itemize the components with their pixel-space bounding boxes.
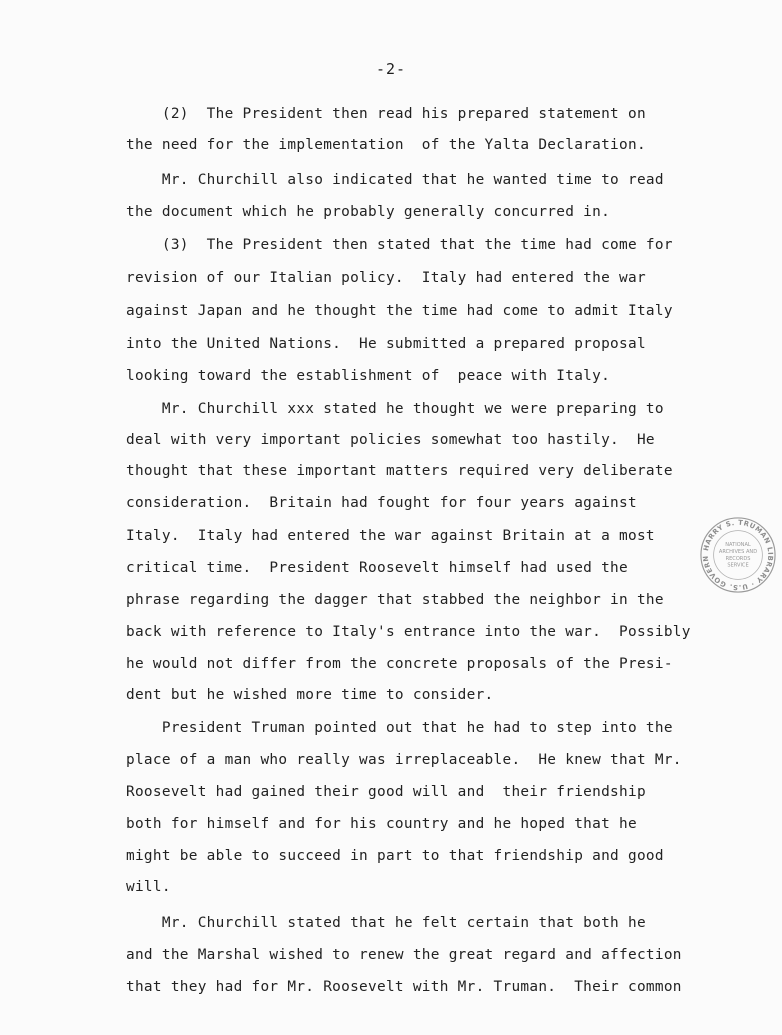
- text-line: Italy. Italy had entered the war against Britain at a most: [126, 528, 655, 544]
- text-line: back with reference to Italy's entrance into the war. Possibly: [126, 624, 691, 640]
- text-line: revision of our Italian policy. Italy had entered the war: [126, 270, 646, 286]
- stamp-inner-line: ARCHIVES AND: [718, 549, 758, 556]
- text-line: consideration. Britain had fought for four years against: [126, 495, 637, 511]
- text-line: and the Marshal wished to renew the great regard and affection: [126, 947, 682, 963]
- text-line: deal with very important policies somewhat too hastily. He: [126, 432, 655, 448]
- text-line: Mr. Churchill also indicated that he wanted time to read: [126, 172, 664, 188]
- text-line: place of a man who really was irreplaceable. He knew that Mr.: [126, 752, 682, 768]
- archive-stamp-icon: [699, 516, 777, 594]
- text-line: he would not differ from the concrete proposals of the Presi-: [126, 656, 673, 672]
- text-line: will.: [126, 879, 171, 895]
- text-line: might be able to succeed in part to that friendship and good: [126, 848, 664, 864]
- text-line: critical time. President Roosevelt himself had used the: [126, 560, 628, 576]
- text-line: the need for the implementation of the Yalta Declaration.: [126, 137, 646, 153]
- text-line: into the United Nations. He submitted a prepared proposal: [126, 336, 646, 352]
- text-line: that they had for Mr. Roosevelt with Mr. Truman. Their common: [126, 979, 682, 995]
- text-line: the document which he probably generally concurred in.: [126, 204, 611, 220]
- stamp-inner-line: SERVICE: [727, 562, 749, 569]
- stamp-outer-text: HARRY S. TRUMAN LIBRARY · U.S. GOVERN: [701, 518, 775, 592]
- text-line: (2) The President then read his prepared statement on: [126, 106, 646, 122]
- text-line: Roosevelt had gained their good will and their friendship: [126, 784, 646, 800]
- text-line: (3) The President then stated that the time had come for: [126, 237, 673, 253]
- stamp-inner-line: NATIONAL: [725, 542, 751, 549]
- page-number: -2-: [375, 60, 407, 78]
- text-line: President Truman pointed out that he had to step into the: [126, 720, 673, 736]
- text-line: dent but he wished more time to consider.: [126, 687, 494, 703]
- text-line: against Japan and he thought the time had come to admit Italy: [126, 303, 673, 319]
- text-line: Mr. Churchill xxx stated he thought we were preparing to: [126, 401, 664, 417]
- text-line: thought that these important matters required very deliberate: [126, 463, 673, 479]
- text-line: Mr. Churchill stated that he felt certain that both he: [126, 915, 646, 931]
- text-line: phrase regarding the dagger that stabbed the neighbor in the: [126, 592, 664, 608]
- text-line: looking toward the establishment of peace with Italy.: [126, 368, 611, 384]
- text-line: both for himself and for his country and he hoped that he: [126, 816, 637, 832]
- stamp-inner-line: RECORDS: [725, 555, 751, 562]
